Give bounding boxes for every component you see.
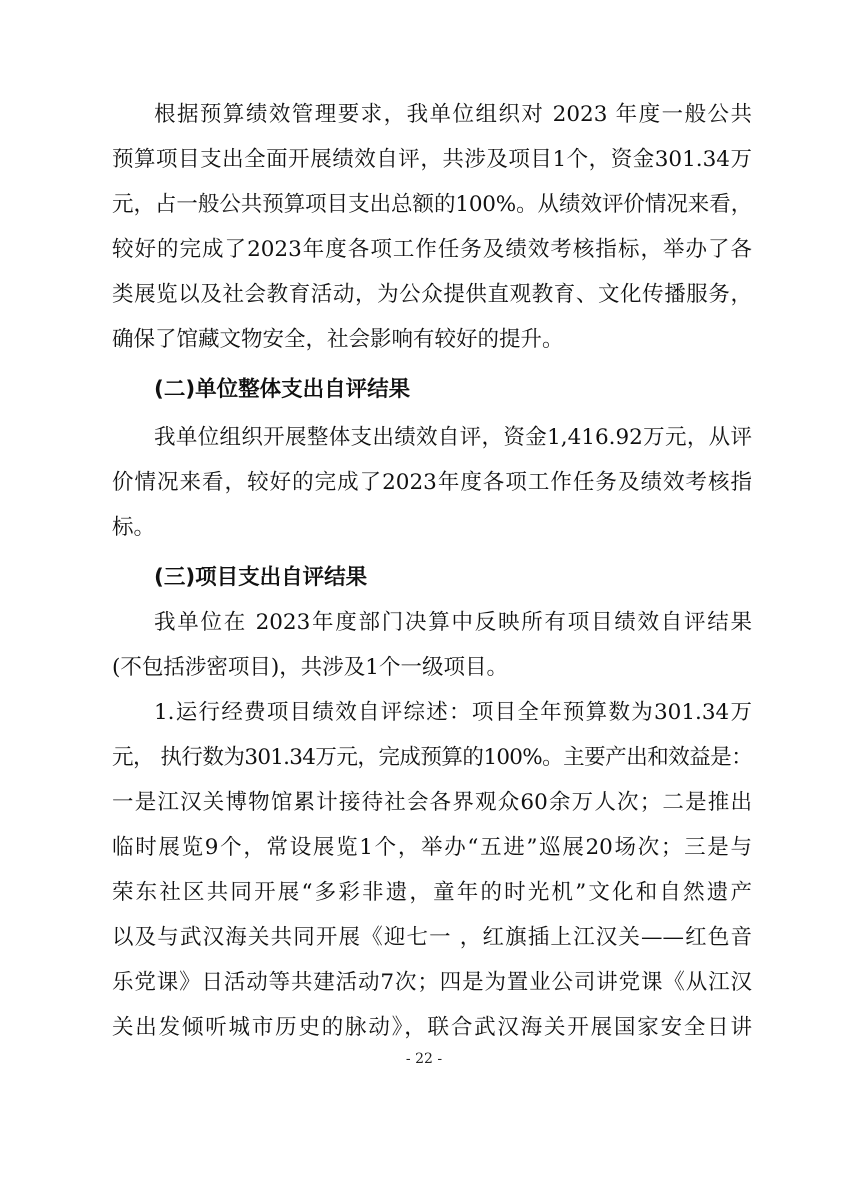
paragraph-2-line-2: 价情况来看，较好的完成了2023年度各项工作任务及绩效考核指 [112, 470, 752, 495]
paragraph-2-line-1: 我单位组织开展整体支出绩效自评，资金1,416.92万元，从评 [154, 425, 752, 450]
paragraph-3-line-2: (不包括涉密项目)，共涉及1个一级项目。 [112, 655, 508, 680]
paragraph-1-line-2: 预算项目支出全面开展绩效自评，共涉及项目1个，资金301.34万 [112, 147, 752, 172]
paragraph-1-line-5: 类展览以及社会教育活动，为公众提供直观教育、文化传播服务， [112, 282, 752, 307]
paragraph-4-line-1: 1.运行经费项目绩效自评综述：项目全年预算数为301.34万 [154, 700, 752, 725]
paragraph-4-line-2: 元， 执行数为301.34万元，完成预算的100%。主要产出和效益是： [112, 745, 752, 770]
paragraph-2-line-3: 标。 [112, 515, 156, 540]
paragraph-4-line-4: 临时展览9个，常设展览1个，举办“五进”巡展20场次；三是与 [112, 835, 752, 860]
paragraph-4-line-5: 荣东社区共同开展“多彩非遗，童年的时光机”文化和自然遗产 [112, 880, 752, 905]
page-number: - 22 - [405, 1051, 443, 1067]
paragraph-1-line-4: 较好的完成了2023年度各项工作任务及绩效考核指标，举办了各 [112, 237, 752, 262]
paragraph-3-line-1: 我单位在 2023年度部门决算中反映所有项目绩效自评结果 [154, 610, 752, 635]
paragraph-1-line-6: 确保了馆藏文物安全，社会影响有较好的提升。 [112, 327, 564, 352]
paragraph-4-line-3: 一是江汉关博物馆累计接待社会各界观众60余万人次；二是推出 [112, 790, 752, 815]
paragraph-4-line-6: 以及与武汉海关共同开展《迎七一 ，红旗插上江汉关——红色音 [112, 925, 752, 950]
section-heading-3: (三)项目支出自评结果 [154, 565, 368, 590]
paragraph-1-line-3: 元，占一般公共预算项目支出总额的100%。从绩效评价情况来看， [112, 192, 752, 217]
paragraph-4-line-8: 关出发倾听城市历史的脉动》，联合武汉海关开展国家安全日讲 [112, 1015, 752, 1040]
paragraph-1-line-1: 根据预算绩效管理要求，我单位组织对 2023 年度一般公共 [154, 102, 752, 127]
paragraph-4-line-7: 乐党课》日活动等共建活动7次；四是为置业公司讲党课《从江汉 [112, 970, 752, 995]
section-heading-2: (二)单位整体支出自评结果 [154, 377, 411, 402]
